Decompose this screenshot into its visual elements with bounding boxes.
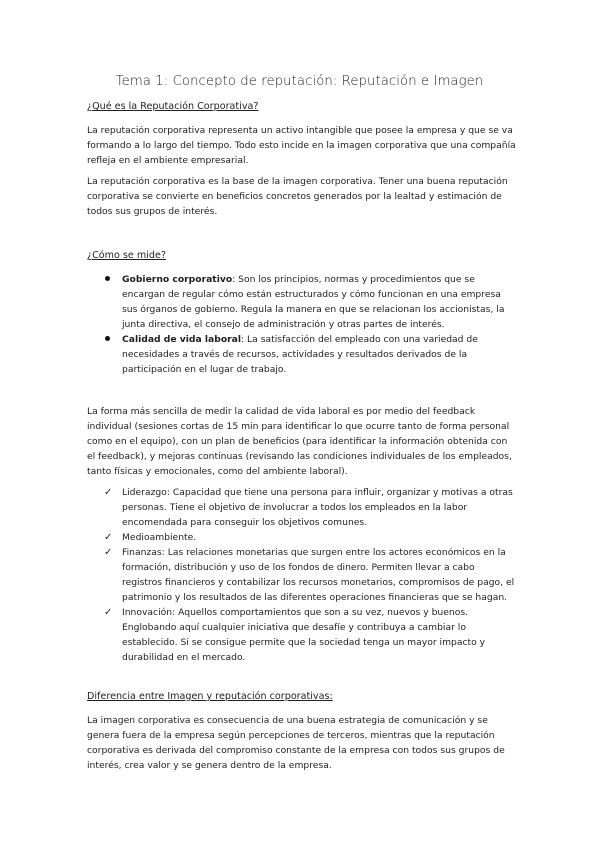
list-item [87,485,517,530]
paragraph-diferencia: La imagen corporativa es consecuencia de una buena estrategia de comunicación y se genera fuera de la empresa según percepciones de terceros, mientras que la reputación corporativa es derivada del compromiso constante de la empresa con todos sus grupos de interés, crea valor y se genera dentro de la empresa. [87,715,505,771]
bullet-text: : Son los principios, normas y procedimientos que se encargan de regular cómo están estructurados y cómo funcionan en una empresa sus órganos de gobierno. Regula la manera en que se relacionan los accionistas, la junta directiva, el consejo de administración y otras partes de interés. [122,274,505,330]
list-item [87,272,517,332]
criteria-check-list [87,485,517,665]
list-item [87,605,517,665]
section-heading-diferencia: Diferencia entre Imagen y reputación corporativas: [87,691,333,702]
bullet-term: Calidad de vida laboral [122,334,242,345]
bullet-icon [105,336,110,341]
check-item-text: Medioambiente. [122,532,197,543]
section-heading-que-es: ¿Qué es la Reputación Corporativa? [87,101,259,112]
check-item-text: Innovación: Aquellos comportamientos que son a su vez, nuevos y buenos. Englobando aquí cualquier iniciativa que desafíe y contribuya a cambiar lo establecido. Si se consigue permite que la sociedad tenga un mayor impacto y durabilidad en el mercado. [122,607,486,663]
check-icon: ✓ [104,547,113,558]
check-icon: ✓ [104,487,113,498]
paragraph-definition: La reputación corporativa representa un activo intangible que posee la empresa y que se va formando a lo largo del tiempo. Todo esto incide en la imagen corporativa que una compañía refleja en el ambiente empresarial. [87,125,516,166]
paragraph-base-imagen: La reputación corporativa es la base de la imagen corporativa. Tener una buena reputación corporativa se convierte en beneficios concretos generados por la lealtad y estimación de todos sus grupos de interés. [87,176,508,217]
section-heading-como-se-mide: ¿Cómo se mide? [87,250,166,261]
check-item-text: Liderazgo: Capacidad que tiene una persona para influir, organizar y motivas a otras personas. Tiene el objetivo de involucrar a todos los empleados en la labor encomendada para conseguir los objetivos comunes. [122,487,513,528]
paragraph-feedback: La forma más sencilla de medir la calidad de vida laboral es por medio del feedback individual (sesiones cortas de 15 min para identificar lo que ocurre tanto de forma personal como en el equipo), con un plan de beneficios (para identificar la información obtenida con el feedback), y mejoras continuas (revisando las condiciones individuales de los empleados, tanto físicas y emocionales, como del ambiente laboral). [87,406,512,477]
bullet-term: Gobierno corporativo [122,274,233,285]
document-title: Tema 1: Concepto de reputación: Reputación e Imagen [115,74,484,89]
bullet-icon [105,276,110,281]
check-item-text: Finanzas: Las relaciones monetarias que surgen entre los actores económicos en la formación, distribución y uso de los fondos de dinero. Permiten llevar a cabo registros financieros y contabilizar los recursos monetarios, compromisos de pago, el patrimonio y los resultados de las diferentes operaciones financieras que se hagan. [122,547,515,603]
bullet-text: : La satisfacción del empleado con una variedad de necesidades a través de recursos, actividades y resultados derivados de la participación en el lugar de trabajo. [122,334,478,375]
list-item [87,545,517,605]
check-icon: ✓ [104,607,113,618]
check-icon: ✓ [104,532,113,543]
list-item [87,332,517,377]
measure-bullet-list [87,272,517,377]
list-item [87,530,517,545]
